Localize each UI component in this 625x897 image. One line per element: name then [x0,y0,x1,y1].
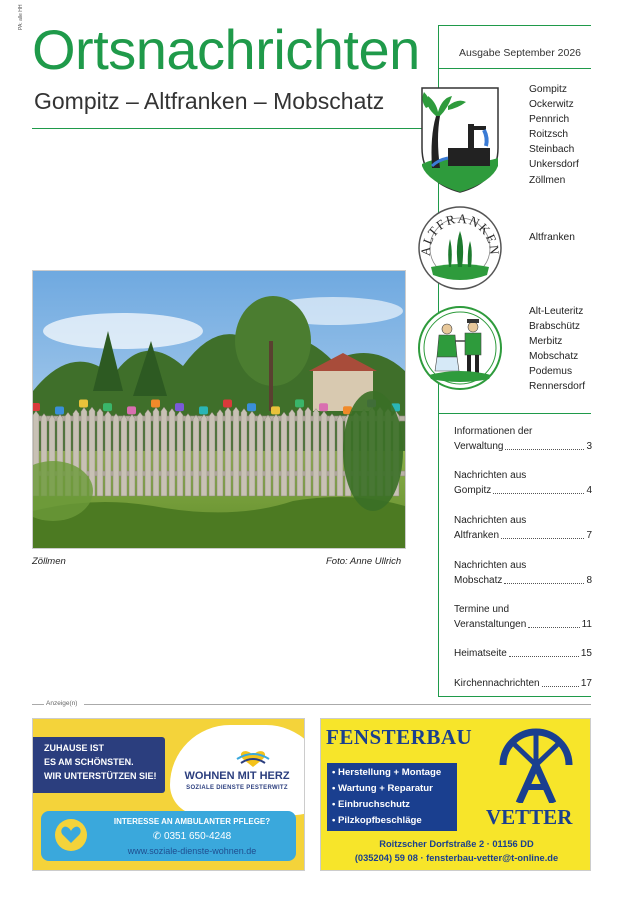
fence-picket [209,412,215,496]
fence-picket [289,409,295,496]
care-question: INTERESSE AN AMBULANTER PFLEGE? [113,817,271,826]
distribution-tag: PA: alle HH [18,4,24,30]
toc-page-number: 8 [586,575,592,586]
flower-pot [175,403,184,411]
village-name: Altfranken [529,232,575,243]
fence-picket [241,409,247,496]
toc-entry-title: Termine und [454,604,510,615]
brand-name: WOHNEN MIT HERZ [184,770,290,782]
gompitz-coat-of-arms [418,86,502,194]
vetter-contact[interactable]: (035204) 59 08 · fensterbau-vetter@t-online.de [354,853,559,863]
toc-entry-title: Mobschatz [454,575,503,586]
tagline-banner [33,737,165,793]
fence-picket [137,412,143,496]
fence-picket [145,410,151,496]
village-name: Podemus [529,366,573,378]
ad-wohnen-mit-herz[interactable] [32,718,305,871]
fence-picket [193,415,199,496]
fence-picket [97,408,103,496]
toc-entry[interactable] [454,513,592,543]
column-divider-toc [438,413,439,696]
village-list-gompitz [529,82,579,188]
fence-picket [265,415,271,496]
fence-picket [337,415,343,496]
toc-page-number: 7 [586,530,592,541]
toc-entry[interactable] [454,468,592,498]
fence-picket [217,409,223,496]
masthead-subtitle: Gompitz – Altfranken – Mobschatz [34,88,385,114]
village-name: Gompitz [529,84,567,95]
toc-entry[interactable] [454,602,592,632]
fence-picket [169,409,175,496]
toc-entry[interactable] [454,424,592,454]
village-name: Steinbach [529,144,575,156]
toc-entry[interactable] [454,676,592,691]
fence-picket [153,407,159,496]
tagline-line: WIR UNTERSTÜTZEN SIE! [44,771,157,781]
village-list-mobschatz [529,304,585,395]
column-top-rule [438,25,591,26]
heart-icon [55,819,87,851]
window-logo-icon [497,725,575,803]
village-name: Mobschatz [529,351,579,363]
flower-pot [319,403,328,411]
website-link[interactable]: www.soziale-dienste-wohnen.de [127,846,257,856]
fence-picket [273,414,279,496]
altfranken-seal [417,205,503,291]
fence-picket [233,407,239,496]
fence-picket [297,407,303,496]
village-name: Rennersdorf [529,381,586,393]
toc-bottom-rule [438,696,591,697]
toc-page-number: 15 [580,648,592,659]
phone-line[interactable] [97,831,287,842]
fence-picket [129,414,135,496]
service-item: • Einbruchschutz [332,799,410,810]
flower-pot [151,399,160,407]
flower-pot [33,403,40,411]
toc-entry-title: Nachrichten aus [454,470,527,481]
vetter-headline: FENSTERBAU [326,725,473,749]
service-item: • Wartung + Reparatur [332,783,433,794]
toc-page-number: 11 [581,619,592,630]
ad-fensterbau-vetter[interactable] [320,718,591,871]
toc-page-number: 4 [586,485,592,496]
flower-pot [103,403,112,411]
flower-pot [223,399,232,407]
fence-picket [225,407,231,496]
fence-picket [249,411,255,496]
village-name: Ockerwitz [529,99,574,111]
village-name: Roitzsch [529,129,569,141]
village-name: Unkersdorf [529,159,579,171]
fence-picket [185,414,191,496]
toc-entry[interactable] [454,646,592,661]
toc-top-rule [438,413,591,414]
issue-label: Ausgabe September 2026 [459,47,582,59]
photo-credit: Foto: Anne Ullrich [326,556,402,567]
ads-label: Anzeige(n) [46,700,78,707]
fence-picket [113,414,119,496]
toc-entry-title: Informationen der [454,426,533,437]
village-name: Brabschütz [529,321,580,333]
toc-entry-title: Gompitz [454,485,492,496]
fence-picket [305,407,311,496]
masthead-title: Ortsnachrichten [32,18,420,81]
flower-pot [247,403,256,411]
issue-rule [438,68,591,69]
tagline-line: ES AM SCHÖNSTEN. [44,757,134,767]
brand-subtitle: SOZIALE DIENSTE PESTERWITZ [186,785,288,791]
mobschatz-seal [417,305,503,391]
fence-picket [257,414,263,496]
vetter-name: VETTER [486,805,573,829]
toc-entry[interactable] [454,558,592,588]
phone-icon: ✆ [152,831,162,842]
village-name: Alt-Leuteritz [529,306,584,317]
flower-pot [127,406,136,414]
toc-page-number: 17 [580,678,592,689]
toc-entry-title: Veranstaltungen [454,619,527,630]
village-list-altfranken [529,230,575,245]
column-divider-top [438,25,439,69]
fence-picket [201,414,207,496]
fence-picket [105,411,111,496]
fence-picket [281,412,287,496]
masthead-rule [32,128,437,129]
fence-picket [177,411,183,496]
fence-picket [161,407,167,496]
toc-entry-title: Nachrichten aus [454,560,527,571]
flower-pot [271,406,280,414]
flower-pot [79,400,88,408]
flower-pot [55,406,64,414]
fence-picket [329,414,335,496]
toc-entry-title: Altfranken [454,530,500,541]
ad-separator-rule [84,704,591,705]
vetter-address: Roitzscher Dorfstraße 2 · 01156 DD [379,839,534,849]
cover-photo [32,270,406,549]
village-name: Merbitz [529,336,563,348]
ad-separator-left [32,704,44,705]
toc-entry-title: Kirchennachrichten [454,678,540,689]
fence-picket [313,409,319,496]
phone-number: 0351 650-4248 [163,831,232,842]
service-item: • Herstellung + Montage [332,767,442,778]
village-name: Pennrich [529,114,570,126]
seal-text: ALTFRANKEN [417,210,503,257]
tagline-line: ZUHAUSE IST [44,743,105,753]
house-heart-logo-icon [233,741,273,767]
flower-pot [295,399,304,407]
fence-picket [121,415,127,496]
village-name: Zöllmen [529,174,566,186]
toc-page-number: 3 [586,441,592,452]
photo-caption: Zöllmen [32,556,66,567]
toc-entry-title: Heimatseite [454,648,507,659]
fence-picket [321,411,327,496]
toc-entry-title: Nachrichten aus [454,515,527,526]
toc-entry-title: Verwaltung [454,441,504,452]
contact-box [41,811,296,861]
flower-pot [199,406,208,414]
service-item: • Pilzkopfbeschläge [332,815,422,826]
services-box [327,763,457,831]
